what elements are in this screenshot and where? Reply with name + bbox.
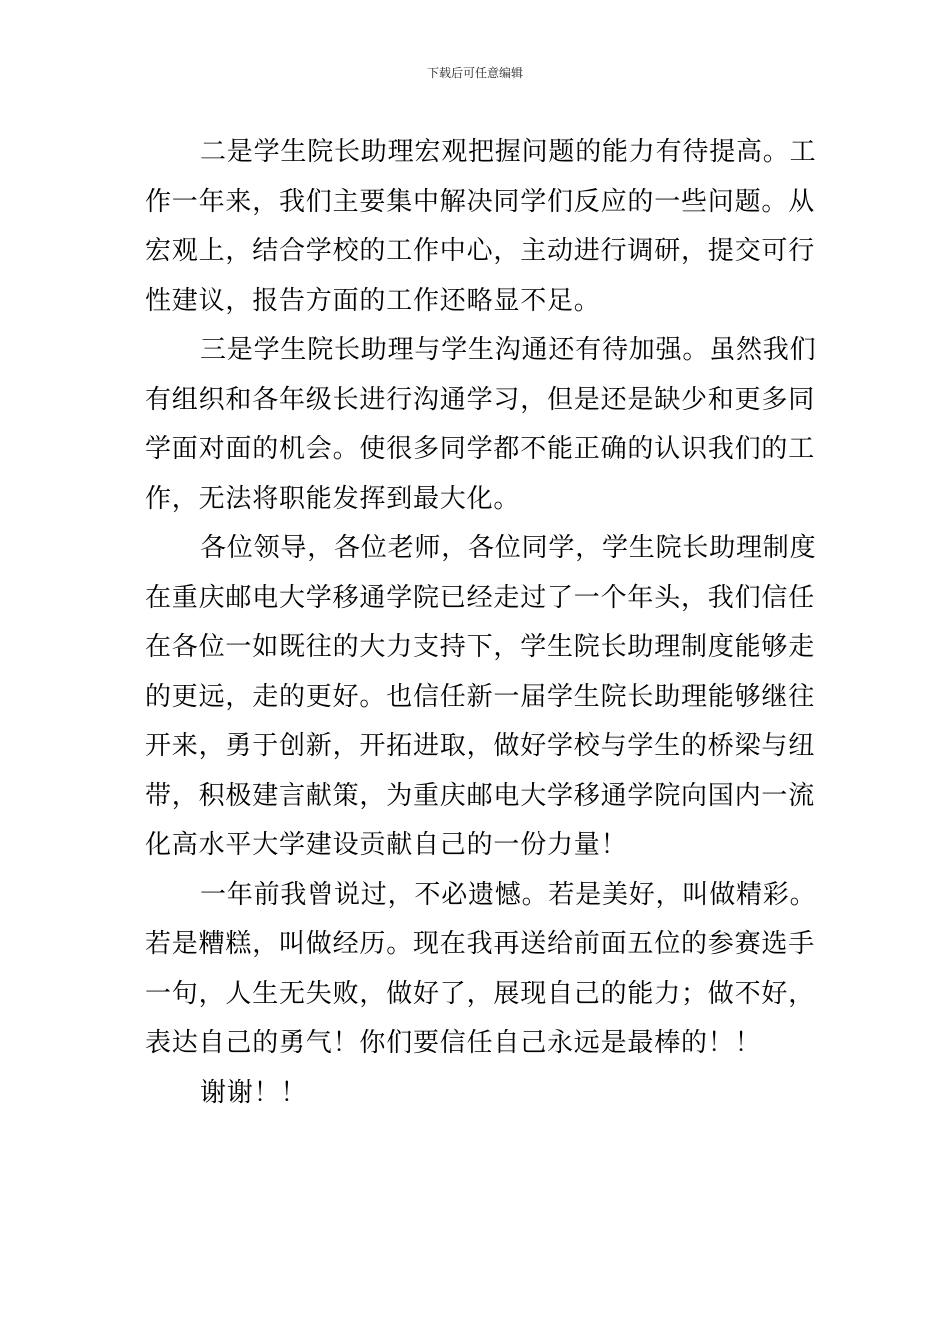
document-body [145,128,817,1118]
paragraph-line: 谢谢！！ [200,1077,308,1108]
paragraph-student-communication [145,326,817,524]
paragraph-communication-ability [145,128,817,326]
paragraph-message-to-contestants [145,871,817,1069]
page-header-note: 下载后可任意编辑 [426,66,523,80]
paragraph-line: 在重庆邮电大学移通学院已经走过了一个年头，我们信任 [145,582,816,613]
paragraph-line: 化高水平大学建设贡献自己的一份力量！ [145,830,628,860]
paragraph-line: 表达自己的勇气！你们要信任自己永远是最棒的！！ [145,1028,762,1058]
paragraph-closing-wishes [145,524,817,871]
paragraph-line: 各位领导，各位老师，各位同学，学生院长助理制度 [200,533,817,563]
paragraph-line: 一年前我曾说过，不必遗憾。若是美好，叫做精彩。 [200,879,817,910]
paragraph-line: 作，无法将职能发挥到最大化。 [145,483,521,514]
paragraph-line: 学面对面的机会。使很多同学都不能正确的认识我们的工 [145,434,816,464]
paragraph-line: 三是学生院长助理与学生沟通还有待加强。虽然我们 [200,335,817,365]
paragraph-line: 二是学生院长助理宏观把握问题的能力有待提高。工 [200,137,817,167]
paragraph-line: 作一年来，我们主要集中解决同学们反应的一些问题。从 [145,186,816,217]
paragraph-line: 若是糟糕，叫做经历。现在我再送给前面五位的参赛选手 [145,929,816,959]
paragraph-thanks [145,1069,810,1119]
paragraph-line: 一句，人生无失败，做好了，展现自己的能力；做不好， [145,978,816,1009]
paragraph-line: 有组织和各年级长进行沟通学习，但是还是缺少和更多同 [145,384,816,415]
paragraph-line: 性建议，报告方面的工作还略显不足。 [145,285,601,316]
paragraph-line: 的更远，走的更好。也信任新一届学生院长助理能够继往 [145,681,816,712]
paragraph-line: 带，积极建言献策，为重庆邮电大学移通学院向国内一流 [145,780,816,811]
paragraph-line: 在各位一如既往的大力支持下，学生院长助理制度能够走 [145,632,816,662]
paragraph-line: 开来，勇于创新，开拓进取，做好学校与学生的桥梁与纽 [145,731,816,761]
paragraph-line: 宏观上，结合学校的工作中心，主动进行调研，提交可行 [145,236,816,266]
